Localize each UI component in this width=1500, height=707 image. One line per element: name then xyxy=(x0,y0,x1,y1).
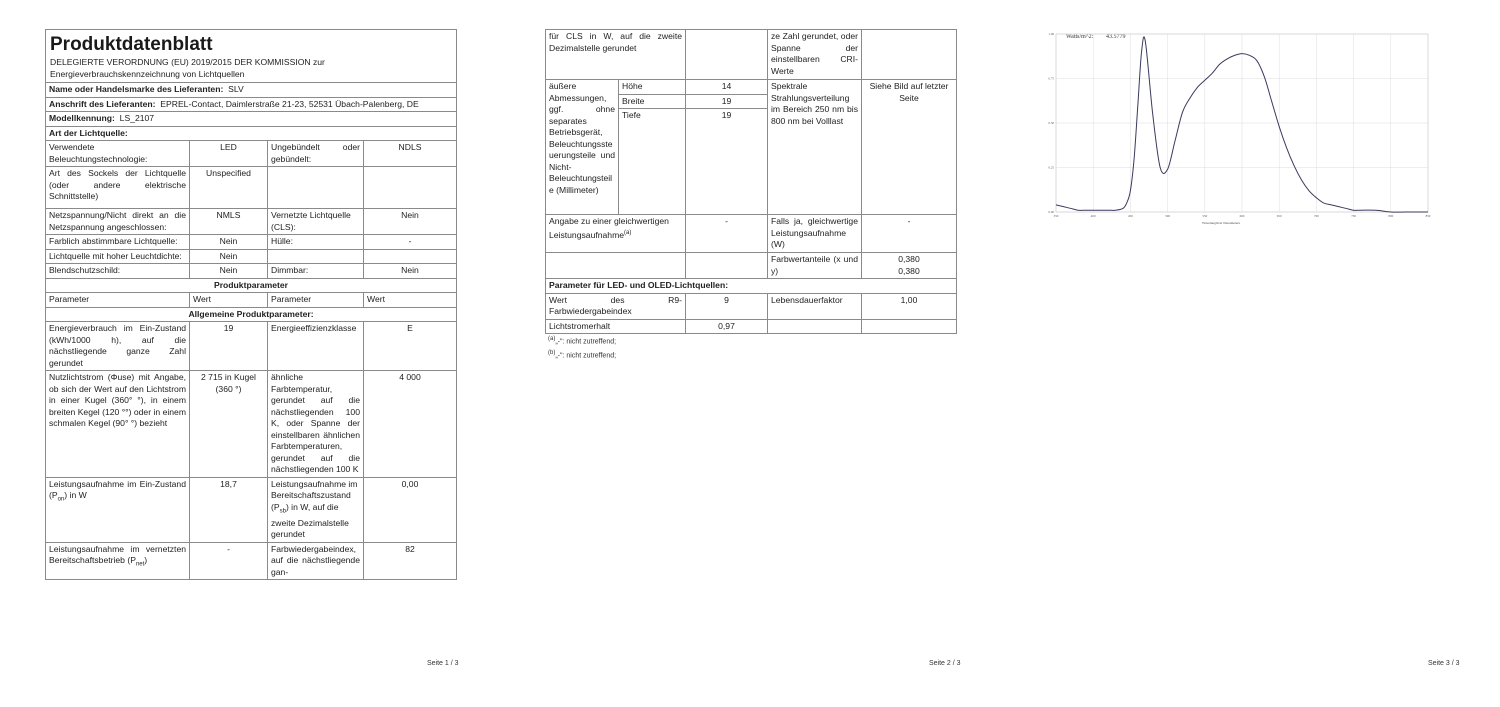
power-standby-label: Leistungsaufnahme im Bereitschaftszustand $(P_{sb})$ in W, auf die zweite Dezimalstelle gerundet xyxy=(268,477,364,542)
cri-label: Farbwiedergabeindex, auf die nächstliegende gan- xyxy=(268,542,364,580)
tunable-label: Farblich abstimmbare Lichtquelle: xyxy=(46,235,190,250)
dimensions-label: äußere Abmessungen, ggf. ohne separates Betriebsgerät, Beleuchtungssteuerungsteile und Nicht-Beleuchtungsteile (Millimeter) xyxy=(546,80,619,215)
technology-value: LED xyxy=(190,141,268,167)
power-on-label: Leistungsaufnahme im Ein-Zustand $(P_{on})$ in W xyxy=(46,477,190,542)
header-value-2: Wert xyxy=(364,293,457,308)
r9-value: 9 xyxy=(686,293,768,319)
depth-label: Tiefe xyxy=(619,109,686,215)
product-data-table-2 xyxy=(545,29,957,334)
chromaticity-value: 0,380 0,380 xyxy=(862,253,957,279)
chromaticity-label: Farbwertanteile (x und y) xyxy=(768,253,862,279)
envelope-value: - xyxy=(364,235,457,250)
cls-power-label-cont: für CLS in W, auf die zweite Dezimalstelle gerundet xyxy=(546,30,686,80)
power-networked-label: Leistungsaufnahme im vernetzten Bereitschaftsbetrieb $(P_{net})$ xyxy=(46,542,190,580)
chart-ylabel: Watts/m^2: xyxy=(1066,34,1094,40)
lumen-maintenance-value: 0,97 xyxy=(686,319,768,334)
efficiency-class-value: E xyxy=(364,322,457,371)
spectral-label: Spektrale Strahlungsverteilung im Bereich 250 nm bis 800 nm bei Volllast xyxy=(768,80,862,215)
cct-value: 4 000 xyxy=(364,371,457,478)
dimmable-value: Nein xyxy=(364,264,457,279)
luminous-flux-value: 2 715 in Kugel (360 °) xyxy=(190,371,268,478)
x-tick-label: 800 xyxy=(1388,214,1394,218)
supplier-label: Name oder Handelsmarke des Lieferanten: xyxy=(49,84,224,94)
cri-label-cont: ze Zahl gerundet, oder Spanne der einstellbaren CRI-Werte xyxy=(768,30,862,80)
header-parameter-2: Parameter xyxy=(268,293,364,308)
page-number-3: Seite 3 / 3 xyxy=(1428,660,1460,667)
y-tick-label: 1.00 xyxy=(1048,32,1054,36)
spectral-value: Siehe Bild auf letzter Seite xyxy=(862,80,957,215)
energy-consumption-value: 19 xyxy=(190,322,268,371)
address-value: EPREL-Contact, Daimlerstraße 21-23, 52531 Übach-Palenberg, DE xyxy=(160,98,419,109)
x-tick-label: 550 xyxy=(1202,214,1208,218)
spectral-distribution-chart xyxy=(1040,28,1440,228)
y-tick-label: 0.00 xyxy=(1048,210,1054,214)
model-label: Modellkennung: xyxy=(49,113,115,123)
cls-value: Nein xyxy=(364,209,457,235)
y-tick-label: 0.25 xyxy=(1048,165,1054,170)
x-tick-label: 400 xyxy=(1090,214,1096,218)
y-tick-label: 0.75 xyxy=(1048,76,1054,81)
efficiency-class-label: Energieeffizienzklasse xyxy=(268,322,364,371)
chart-ymax-value: 43.5779 xyxy=(1106,34,1126,40)
equivalent-watt-label: Falls ja, gleichwertige Leistungsaufnahme (W) xyxy=(768,215,862,253)
x-tick-label: 600 xyxy=(1239,214,1245,218)
mains-value: NMLS xyxy=(190,209,268,235)
general-parameters-heading: Allgemeine Produktparameter: xyxy=(46,307,457,322)
x-tick-label: 850 xyxy=(1425,214,1431,218)
x-tick-label: 500 xyxy=(1165,214,1170,218)
equivalent-power-value: - xyxy=(686,215,768,253)
cri-value: 82 xyxy=(364,542,457,580)
header-value-1: Wert xyxy=(190,293,268,308)
x-tick-label: 700 xyxy=(1314,214,1319,218)
height-value: 14 xyxy=(686,80,768,95)
x-tick-label: 350 xyxy=(1053,214,1059,218)
x-tick-label: 750 xyxy=(1351,214,1356,218)
address-label: Anschrift des Lieferanten: xyxy=(49,98,156,109)
power-on-value: 18,7 xyxy=(190,477,268,542)
r9-label: Wert des R9-Farbwiedergabeindex xyxy=(546,293,686,319)
width-value: 19 xyxy=(686,94,768,109)
envelope-label: Hülle: xyxy=(268,235,364,250)
anti-glare-value: Nein xyxy=(190,264,268,279)
chart-xlabel: Wavelength in Nanometers xyxy=(1201,221,1241,225)
survival-factor-value: 1,00 xyxy=(862,293,957,319)
survival-factor-label: Lebensdauerfaktor xyxy=(768,293,862,319)
mains-label: Netzspannung/Nicht direkt an die Netzspannung angeschlossen: xyxy=(46,209,190,235)
cap-type-label: Art des Sockels der Lichtquelle (oder andere elektrische Schnittstelle) xyxy=(46,167,190,209)
lumen-maintenance-label: Lichtstromerhalt xyxy=(546,319,686,334)
equivalent-watt-value: - xyxy=(862,215,957,253)
page-number-2: Seite 2 / 3 xyxy=(929,660,961,667)
y-tick-label: 0.50 xyxy=(1048,121,1054,125)
dimmable-label: Dimmbar: xyxy=(268,264,364,279)
page-2 xyxy=(500,0,1000,707)
x-tick-label: 650 xyxy=(1276,214,1282,218)
high-luminance-label: Lichtquelle mit hoher Leuchtdichte: xyxy=(46,249,190,264)
height-label: Höhe xyxy=(619,80,686,95)
product-parameters-heading: Produktparameter xyxy=(46,278,457,293)
x-tick-label: 450 xyxy=(1128,214,1133,218)
footnote-b: $^{(b)}$„-": nicht zutreffend; xyxy=(548,350,617,360)
page-title: Produktdatenblatt xyxy=(50,34,213,55)
directional-label: Ungebündelt oder gebündelt: xyxy=(268,141,364,167)
footnote-a: $^{(a)}$„-": nicht zutreffend; xyxy=(548,336,617,346)
depth-value: 19 xyxy=(686,109,768,215)
tunable-value: Nein xyxy=(190,235,268,250)
directional-value: NDLS xyxy=(364,141,457,167)
led-parameters-heading: Parameter für LED- und OLED-Lichtquellen: xyxy=(546,279,957,294)
regulation-text: DELEGIERTE VERORDNUNG (EU) 2019/2015 DER KOMMISSION zur Energieverbrauchskennzeichnung von Lichtquellen xyxy=(50,57,325,79)
page-1 xyxy=(0,0,500,707)
product-data-table-1 xyxy=(45,29,457,580)
width-label: Breite xyxy=(619,94,686,109)
energy-consumption-label: Energieverbrauch im Ein-Zustand (kWh/1000 h), auf die nächstliegende ganze Zahl gerundet xyxy=(46,322,190,371)
light-source-type-heading: Art der Lichtquelle: xyxy=(46,126,457,141)
cct-label: ähnliche Farbtemperatur, gerundet auf die nächstliegenden 100 K, oder Spanne der einstellbaren ähnlichen Farbtemperaturen, gerundet auf die nächstliegenden 100 K xyxy=(268,371,364,478)
header-parameter-1: Parameter xyxy=(46,293,190,308)
page-3 xyxy=(1000,0,1500,707)
cls-label: Vernetzte Lichtquelle (CLS): xyxy=(268,209,364,235)
anti-glare-label: Blendschutzschild: xyxy=(46,264,190,279)
technology-label: Verwendete Beleuchtungstechnologie: xyxy=(46,141,190,167)
cap-type-value: Unspecified xyxy=(190,167,268,209)
luminous-flux-label: Nutzlichtstrom (Φuse) mit Angabe, ob sich der Wert auf den Lichtstrom in einer Kugel (360° °), in einem breiten Kegel (120 °°) oder in einem schmalen Kegel (90° °) bezieht xyxy=(46,371,190,478)
page-number-1: Seite 1 / 3 xyxy=(427,660,459,667)
model-value: LS_2107 xyxy=(119,113,155,123)
supplier-value: SLV xyxy=(228,84,244,94)
power-standby-value: 0,00 xyxy=(364,477,457,542)
equivalent-power-label: Angabe zu einer gleichwertigen Leistungsaufnahme$^{(a)}$ xyxy=(546,215,686,253)
power-networked-value: - xyxy=(190,542,268,580)
high-luminance-value: Nein xyxy=(190,249,268,264)
